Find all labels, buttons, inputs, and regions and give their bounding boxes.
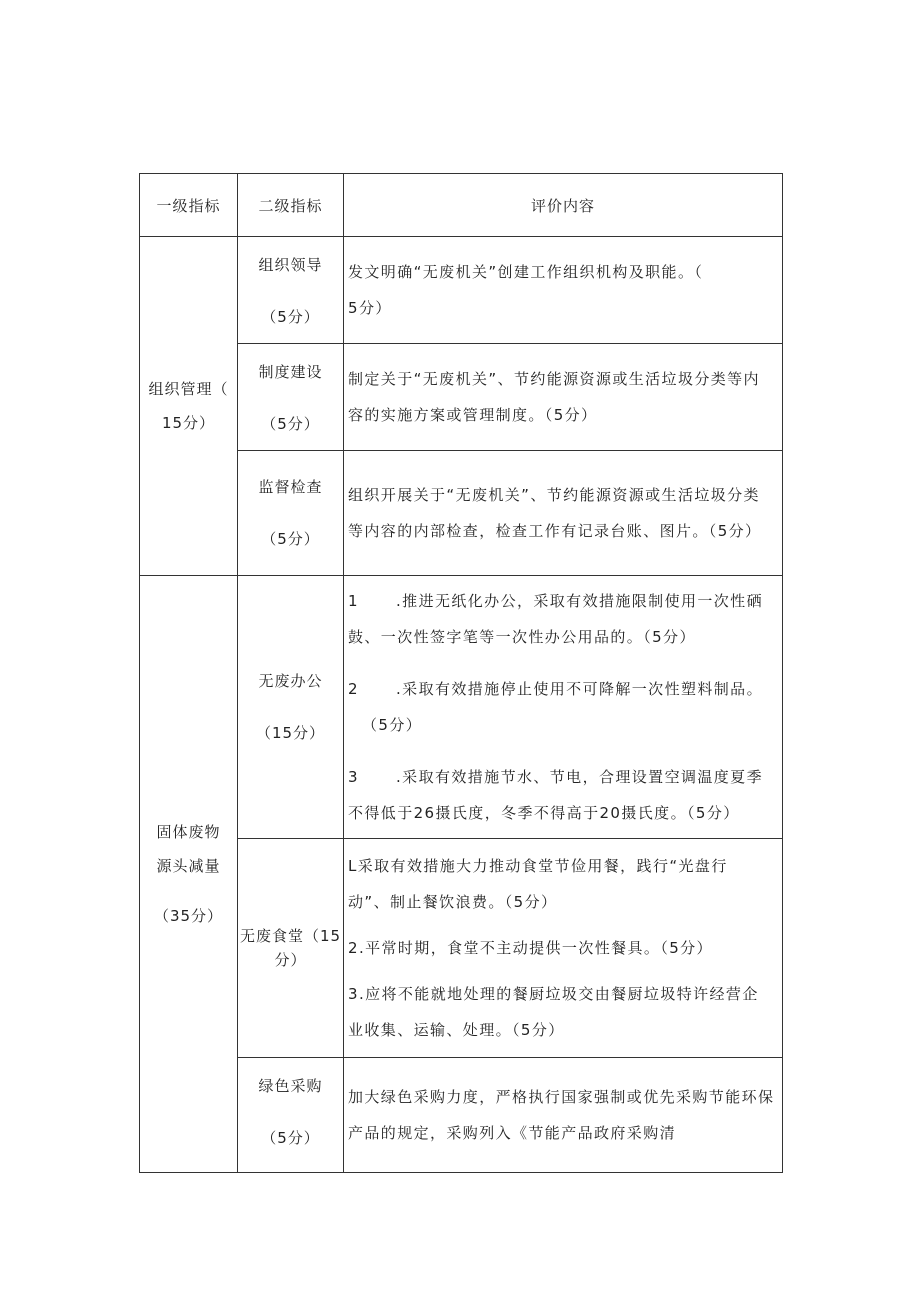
header-content: 评价内容 (344, 174, 783, 237)
level2-green-procurement: 绿色采购 （5分） (238, 1058, 344, 1173)
level2-system-building: 制度建设 （5分） (238, 344, 344, 451)
content-system-building: 制定关于“无废机关”、节约能源资源或生活垃圾分类等内 容的实施方案或管理制度。（5分） (344, 344, 783, 451)
header-level2: 二级指标 (238, 174, 344, 237)
list-item: 1 .推进无纸化办公，采取有效措施限制使用一次性硒 鼓、一次性签字笔等一次性办公用品的。（5分） (348, 592, 763, 646)
header-level1: 一级指标 (140, 174, 238, 237)
content-org-leadership: 发文明确“无废机关”创建工作组织机构及职能。（ 5分） (344, 237, 783, 344)
level1-waste-reduction: 固体废物 源头减量 （35分） (140, 576, 238, 1173)
table-row (140, 576, 783, 839)
content-waste-free-office (344, 576, 783, 839)
content-waste-free-canteen (344, 839, 783, 1058)
table-row (140, 237, 783, 344)
list-item: 3.应将不能就地处理的餐厨垃圾交由餐厨垃圾特许经营企 业收集、运输、处理。（5分） (348, 985, 759, 1039)
table-header-row (140, 174, 783, 237)
level2-waste-free-office: 无废办公 （15分） (238, 576, 344, 839)
level2-supervision: 监督检查 （5分） (238, 451, 344, 576)
evaluation-table (139, 173, 783, 1173)
content-green-procurement: 加大绿色采购力度，严格执行国家强制或优先采购节能环保 产品的规定，采购列入《节能产品政府采购清 (344, 1058, 783, 1173)
level2-org-leadership: 组织领导 （5分） (238, 237, 344, 344)
list-item: 2.平常时期，食堂不主动提供一次性餐具。（5分） (348, 939, 713, 957)
list-item: 2 .采取有效措施停止使用不可降解一次性塑料制品。 （5分） (348, 680, 763, 734)
list-item: L采取有效措施大力推动食堂节俭用餐，践行“光盘行 动”、制止餐饮浪费。（5分） (348, 857, 728, 911)
level2-waste-free-canteen: 无废食堂（15 分） (238, 839, 344, 1058)
list-item: 3 .采取有效措施节水、节电，合理设置空调温度夏季 不得低于26摄氏度，冬季不得高于20摄氏度。（5分） (348, 768, 763, 822)
content-supervision: 组织开展关于“无废机关”、节约能源资源或生活垃圾分类 等内容的内部检查，检查工作有记录台账、图片。（5分） (344, 451, 783, 576)
level1-org-management: 组织管理（ 15分） (140, 237, 238, 576)
